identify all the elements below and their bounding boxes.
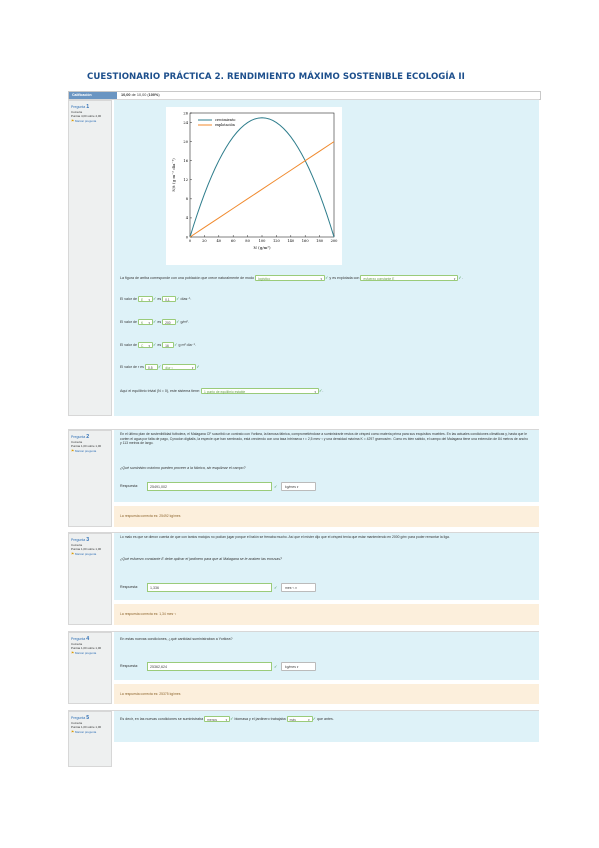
grade-percent: 100% — [148, 93, 159, 97]
question-text: Lo malo es que se dieron cuenta de que con tantos matojos no podían jugar porque el balón se frenaba mucho. Así que el míster dijo que el césped tenía que estar manteniendo en 2000 g/m² para poder remontar la liga. — [120, 535, 450, 539]
question-number: Pregunta 1 — [71, 104, 90, 110]
check-icon: ✓ — [274, 664, 278, 669]
param-select-k[interactable]: K ▾ — [138, 319, 153, 325]
grade-label: Calificación — [69, 92, 117, 99]
unit-select[interactable]: kg/mes ▾ — [281, 662, 316, 671]
question-text: En el último plan de sostenibilidad futbolera, el Malagana CF suscribió un contrato con Yorikea, la famosa fábrica, comprometiéndose a suministrarle restos de césped como materia prima para sus exquisitos muebles. En las actuales condiciones climáticas y, hasta que le corten el agua por falta de pago, Cynodon digitalis, la especie que han sembrado, está creciendo con una tasa intrínseca r = 2,5 mes⁻¹ y una densidad máxima K = 4297 gramos/m². Como es bien sabido, el campo del Malagana tiene una extensión de 84 metros de ancho y 113 metros de largo. — [120, 432, 528, 446]
question-points: Puntúa 1,00 sobre 1,00 — [71, 547, 102, 551]
grade-close: ) — [158, 93, 160, 97]
flag-question-button[interactable]: ⚑ Marcar pregunta — [71, 730, 97, 734]
check-icon: ✓ — [176, 319, 180, 324]
question-points: Puntúa 1,00 sobre 1,00 — [71, 444, 102, 448]
check-icon: ✓ — [152, 342, 157, 347]
supply-select[interactable]: menos ▾ — [204, 716, 230, 722]
question-status: Correcta — [71, 642, 83, 646]
flag-question-button[interactable]: ⚑ Marcar pregunta — [71, 552, 97, 556]
question-prompt: En estas nuevas condiciones, ¿qué cantidad suministraban a Yorikea? — [120, 637, 233, 641]
y-axis-label: N/t (g m⁻² día⁻¹) — [171, 158, 176, 192]
question-status: Correcta — [71, 440, 83, 444]
check-icon: ✓ — [274, 484, 278, 489]
series-line-explotacion — [190, 142, 334, 237]
question-number: Pregunta 3 — [71, 537, 90, 543]
question-points: Puntúa 1,00 sobre 1,00 — [71, 725, 102, 729]
question-5-content — [114, 711, 539, 742]
x-tick-label: 40 — [216, 239, 222, 243]
series-line-crecimiento — [190, 118, 334, 237]
feedback-box — [114, 684, 539, 704]
y-tick-label: 12 — [183, 178, 188, 183]
correct-answer-text: La respuesta correcta es: 25375 kg/mes — [120, 692, 181, 696]
value-input-k[interactable]: 200 — [162, 319, 176, 325]
check-icon: ✓ — [230, 716, 234, 721]
flag-question-button[interactable]: ⚑ Marcar pregunta — [71, 119, 97, 123]
q1-line-2: El valor de E ▾ ✓ es 0,1 ✓ días⁻¹. — [120, 296, 192, 303]
question-1-info — [68, 100, 112, 416]
x-tick-label: 180 — [316, 239, 324, 243]
question-4-content — [114, 632, 539, 680]
flag-question-button[interactable]: ⚑ Marcar pregunta — [71, 449, 97, 453]
x-tick-label: 100 — [258, 239, 266, 243]
question-1-content — [114, 100, 539, 416]
question-prompt: ¿Qué esfuerzo constante E debe aplicar el jardinero para que al Malagana se le acaben las excusas? — [120, 557, 283, 561]
grade-value — [118, 92, 160, 99]
x-tick-label: 160 — [301, 239, 309, 243]
answer-label: Respuesta: — [120, 484, 139, 488]
y-tick-label: 26 — [183, 111, 188, 116]
question-points: Puntúa 1,00 sobre 1,00 — [71, 646, 102, 650]
q1-line-1: La figura de arriba corresponde con una población que crece naturalmente de modo logístico ▾ ✓ y es explotada con esfuerzo constante E ▾ ✓. — [120, 275, 463, 282]
question-2 — [68, 429, 539, 527]
check-icon: ✓ — [157, 364, 162, 369]
y-tick-label: 0 — [185, 235, 188, 240]
check-icon: ✓ — [196, 364, 200, 369]
unit-select[interactable]: kg/mes ▾ — [281, 482, 316, 491]
y-tick-label: 20 — [183, 139, 188, 144]
growth-type-select[interactable]: logístico ▾ — [255, 275, 325, 281]
question-3-content — [114, 533, 539, 600]
check-icon: ✓ — [152, 296, 157, 301]
q1-line-4: El valor de C ▾ ✓ es 16 ✓ g m² día⁻¹. — [120, 342, 196, 349]
answer-label: Respuesta: — [120, 585, 139, 589]
equilibrium-select[interactable]: 1 punto de equilibrio estable ▾ — [201, 388, 319, 394]
x-tick-label: 20 — [202, 239, 207, 243]
page-title: CUESTIONARIO PRÁCTICA 2. RENDIMIENTO MÁXIMO SOSTENIBLE ECOLOGÍA II — [87, 72, 465, 82]
x-tick-label: 0 — [188, 239, 192, 243]
question-1 — [68, 99, 539, 416]
param-select-e[interactable]: E ▾ — [138, 296, 153, 302]
question-2-content — [114, 430, 539, 502]
check-icon: ✓ — [274, 585, 278, 590]
question-number: Pregunta 4 — [71, 636, 90, 642]
chart-svg — [166, 107, 342, 265]
answer-label: Respuesta: — [120, 664, 139, 668]
answer-input[interactable]: 1,336 — [147, 583, 272, 592]
flag-icon: ⚑ — [71, 119, 75, 123]
question-2-info — [68, 430, 112, 527]
question-status: Correcta — [71, 110, 83, 114]
check-icon: ✓ — [325, 275, 329, 280]
question-5 — [68, 710, 539, 767]
x-axis-label: N (g/m²) — [253, 245, 271, 250]
feedback-box — [114, 506, 539, 527]
check-icon: ✓ — [458, 275, 462, 280]
flag-icon: ⚑ — [71, 730, 75, 734]
check-icon: ✓ — [152, 319, 157, 324]
legend-label: explotación — [215, 123, 235, 128]
work-select[interactable]: más ▾ — [287, 716, 313, 722]
question-3-info — [68, 533, 112, 625]
question-number: Pregunta 2 — [71, 434, 90, 440]
x-tick-label: 80 — [245, 239, 250, 243]
unit-select-r[interactable]: día⁻¹ ▾ — [162, 364, 196, 370]
flag-icon: ⚑ — [71, 449, 75, 453]
question-4 — [68, 631, 539, 704]
correct-answer-text: La respuesta correcta es: 25492 kg/mes — [120, 514, 181, 518]
question-status: Correcta — [71, 721, 83, 725]
y-tick-label: 8 — [185, 197, 188, 202]
y-tick-label: 16 — [183, 158, 188, 163]
question-4-info — [68, 632, 112, 704]
chart — [166, 107, 342, 265]
check-icon: ✓ — [312, 716, 316, 721]
unit-select[interactable]: mes⁻¹ ▾ — [281, 583, 316, 592]
value-input-r[interactable]: 0,5 — [145, 364, 158, 370]
value-input-e[interactable]: 0,1 — [162, 296, 176, 302]
grade-rest: de 10,00 ( — [130, 93, 149, 97]
x-tick-label: 60 — [230, 239, 236, 243]
correct-answer-text: La respuesta correcta es: 1,34 mes⁻¹ — [120, 612, 177, 616]
value-input-c[interactable]: 16 — [162, 342, 174, 348]
check-icon: ✓ — [176, 296, 180, 301]
grade-score: 10,00 — [121, 93, 131, 97]
legend-label: crecimiento — [215, 118, 236, 123]
answer-input[interactable]: 25491,002 — [147, 482, 272, 491]
check-icon: ✓ — [319, 388, 323, 393]
question-5-info — [68, 711, 112, 767]
q1-line-6: Aquí el equilibrio trivial (N = 0), este sistema tiene: 1 punto de equilibrio estable ▾ ✓. — [120, 388, 324, 395]
flag-icon: ⚑ — [71, 552, 75, 556]
feedback-box — [114, 604, 539, 625]
x-tick-label: 200 — [330, 239, 338, 243]
y-tick-label: 24 — [183, 120, 188, 125]
q5-sentence: Es decir, en las nuevas condiciones se suministraba menos ▾ ✓ biomasa y el jardinero trabajaba más ▾ ✓ que antes. — [120, 716, 334, 723]
flag-question-button[interactable]: ⚑ Marcar pregunta — [71, 651, 97, 655]
exploitation-type-select[interactable]: esfuerzo constante E ▾ — [360, 275, 458, 281]
x-tick-label: 120 — [272, 239, 280, 243]
param-select-c[interactable]: C ▾ — [138, 342, 153, 348]
q1-line-3: El valor de K ▾ ✓ es 200 ✓ g/m². — [120, 319, 189, 326]
question-status: Correcta — [71, 543, 83, 547]
question-prompt: ¿Qué suministro máximo pueden proveer a la fábrica, sin esquilmar el campo? — [120, 466, 246, 470]
question-points: Puntúa 4,00 sobre 4,00 — [71, 114, 102, 118]
y-tick-label: 4 — [185, 216, 188, 221]
q1-line-5: El valor de r es 0,5 ✓ día⁻¹ ▾ ✓ — [120, 364, 200, 371]
question-number: Pregunta 5 — [71, 715, 90, 721]
x-tick-label: 140 — [287, 239, 295, 243]
question-3 — [68, 532, 539, 625]
flag-icon: ⚑ — [71, 651, 75, 655]
check-icon: ✓ — [174, 342, 178, 347]
answer-input[interactable]: 25362,624 — [147, 662, 272, 671]
